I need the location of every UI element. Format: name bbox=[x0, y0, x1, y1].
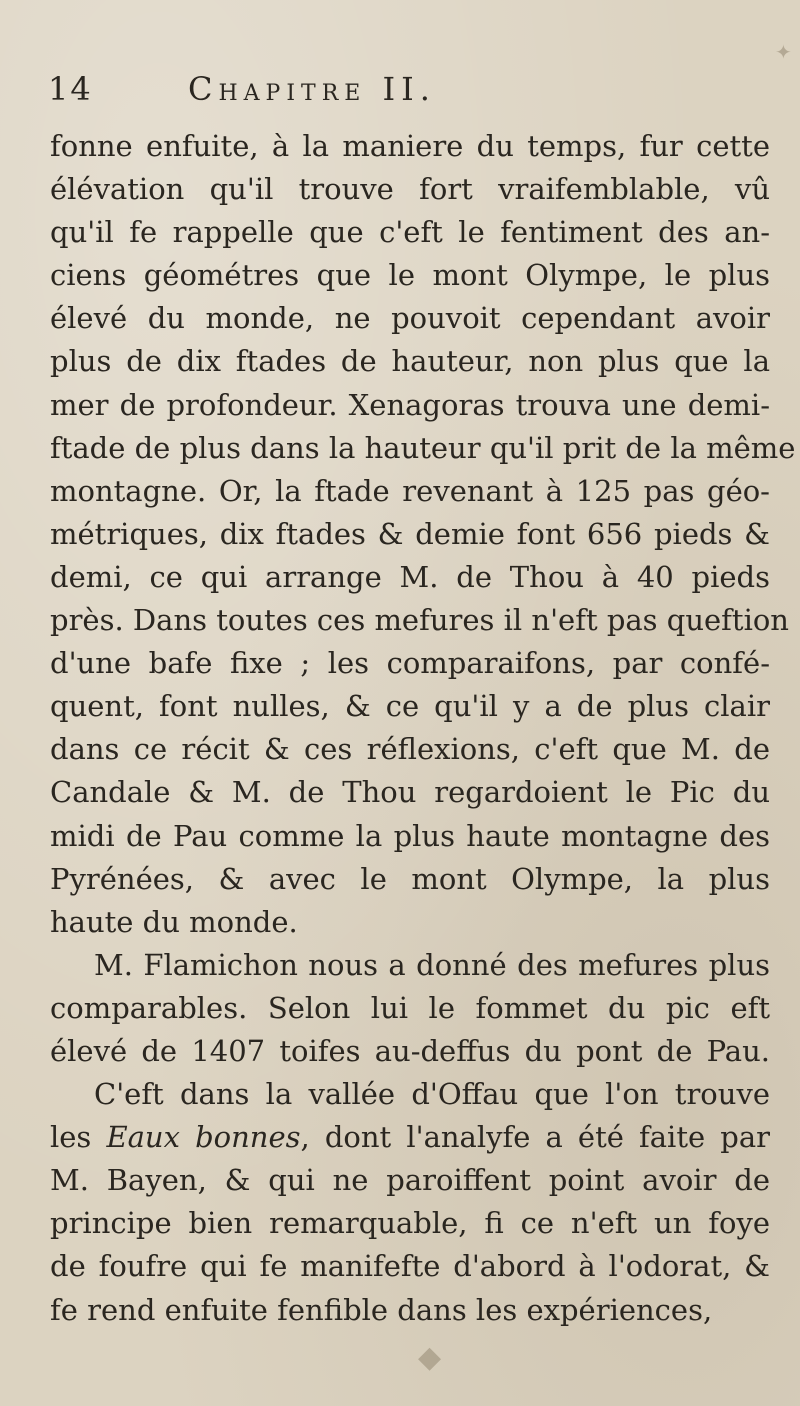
body-text bbox=[50, 125, 796, 1332]
text-line: haute du monde. bbox=[50, 904, 298, 939]
text-line: près. Dans toutes ces mefures il n'eft pas queftion bbox=[50, 603, 789, 638]
text-line: midi de Pau comme la plus haute montagne des bbox=[50, 818, 770, 853]
text-line: mer de profondeur. Xenagoras trouva une demi- bbox=[50, 387, 770, 422]
paper-blemish: ✦ bbox=[775, 40, 792, 64]
text-line: Candale & M. de Thou regardoient le Pic du bbox=[50, 775, 770, 810]
italic-phrase: Eaux bonnes bbox=[106, 1120, 301, 1155]
text-fragment: , dont l'analyfe a été faite par bbox=[300, 1120, 770, 1155]
text-line: montagne. Or, la ftade revenant à 125 pas géo- bbox=[50, 473, 770, 508]
paragraph-start-line: C'eft dans la vallée d'Offau que l'on trouve bbox=[94, 1077, 770, 1112]
text-fragment: les bbox=[50, 1120, 107, 1155]
text-line: d'une bafe fixe ; les comparaifons, par confé- bbox=[50, 646, 770, 681]
text-line: quent, font nulles, & ce qu'il y a de plus clair bbox=[50, 689, 770, 724]
text-line: élevé de 1407 toifes au-deffus du pont de Pau. bbox=[50, 1033, 770, 1068]
text-line: qu'il fe rappelle que c'eft le fentiment des an- bbox=[50, 215, 770, 250]
paper-blemish: ◆ bbox=[418, 1340, 442, 1375]
running-head bbox=[48, 70, 748, 120]
text-line: comparables. Selon lui le fommet du pic eft bbox=[50, 990, 770, 1025]
text-line: principe bien remarquable, fi ce n'eft un foye bbox=[50, 1206, 770, 1241]
text-line: demi, ce qui arrange M. de Thou à 40 pieds bbox=[50, 559, 770, 594]
text-line: M. Bayen, & qui ne paroiffent point avoir de bbox=[50, 1163, 770, 1198]
chapter-heading: Chapitre II. bbox=[188, 70, 436, 108]
text-line: élevé du monde, ne pouvoit cependant avoir bbox=[50, 301, 770, 336]
text-line-with-italic bbox=[50, 1116, 770, 1159]
text-line: fonne enfuite, à la maniere du temps, fur cette bbox=[50, 129, 770, 163]
page-number: 14 bbox=[48, 70, 93, 108]
text-line: plus de dix ftades de hauteur, non plus que la bbox=[50, 344, 770, 379]
paragraph-start-line: M. Flamichon nous a donné des mefures plus bbox=[94, 947, 770, 982]
text-line: ftade de plus dans la hauteur qu'il prit de la même bbox=[50, 430, 796, 465]
text-line: de foufre qui fe manifefte d'abord à l'odorat, & bbox=[50, 1249, 770, 1284]
text-line: Pyrénées, & avec le mont Olympe, la plus bbox=[50, 861, 770, 896]
text-line: fe rend enfuite fenfible dans les expériences, bbox=[50, 1292, 713, 1327]
text-line: ciens géométres que le mont Olympe, le plus bbox=[50, 258, 770, 293]
text-line: élévation qu'il trouve fort vraifemblable, vû bbox=[50, 172, 770, 207]
text-line: métriques, dix ftades & demie font 656 pieds & bbox=[50, 516, 770, 551]
text-line: dans ce récit & ces réflexions, c'eft que M. de bbox=[50, 732, 770, 767]
